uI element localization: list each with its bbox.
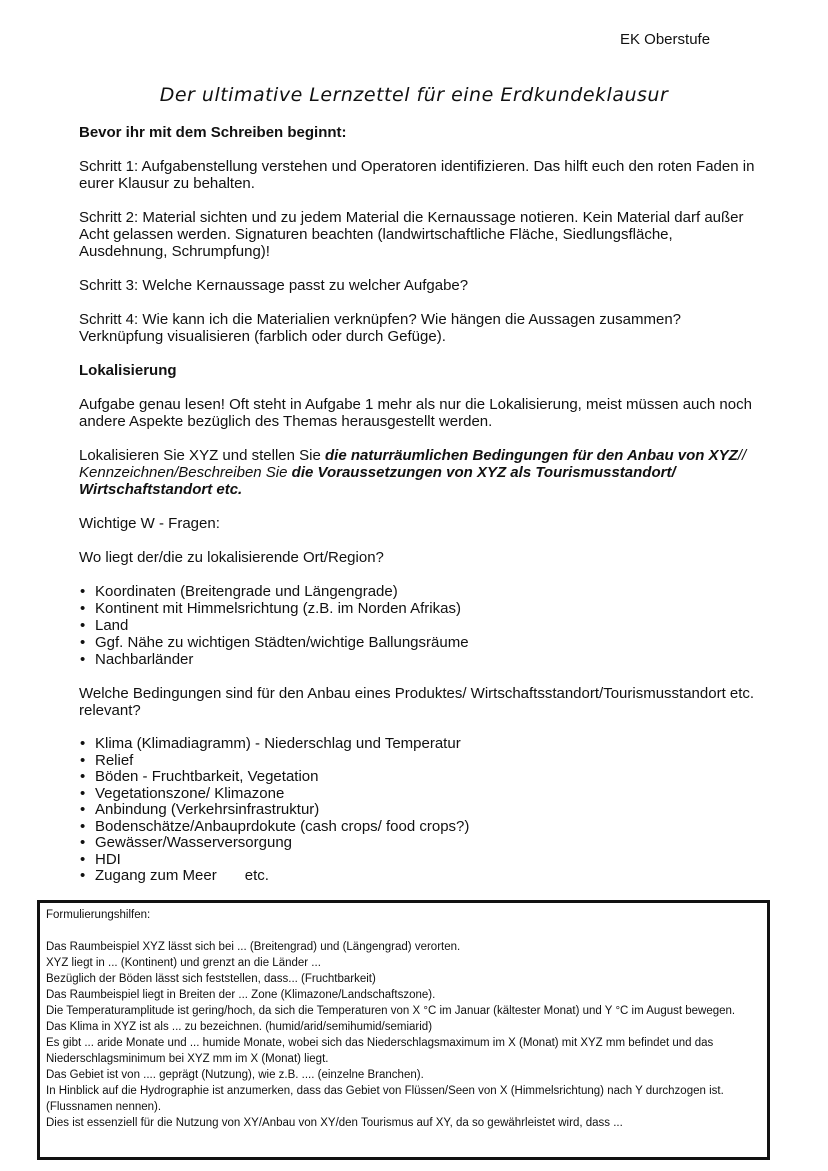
intro-heading: Bevor ihr mit dem Schreiben beginnt:: [79, 124, 347, 141]
conditions-list: [79, 736, 759, 885]
phrase-line: Bezüglich der Böden lässt sich feststellen, dass... (Fruchtbarkeit): [46, 973, 376, 985]
step-3: Schritt 3: Welche Kernaussage passt zu welcher Aufgabe?: [79, 277, 469, 294]
list-item: • Ggf. Nähe zu wichtigen Städten/wichtige Ballungsräume: [79, 634, 759, 651]
example-emphasis: die naturräumlichen Bedingungen für den Anbau von XYZ: [324, 447, 738, 464]
phrase-line: Es gibt ... aride Monate und ... humide Monate, wobei sich das Niederschlagsmaximum im X (Monat) mit XYZ mm befindet und das Niederschlagsminimum bei XYZ mm im X (Monat) liegt.: [46, 1037, 714, 1065]
example-emphasis: die Voraussetzungen von XYZ als Tourismusstandort/ Wirtschaftstandort etc.: [79, 464, 676, 498]
list-item-text: Zugang zum Meer: [95, 867, 217, 884]
phrase-line: Das Gebiet ist von .... geprägt (Nutzung), wie z.B. .... (einzelne Branchen).: [46, 1069, 424, 1081]
step-1: Schritt 1: Aufgabenstellung verstehen und Operatoren identifizieren. Das hilft euch den roten Faden in eurer Klausur zu behalten.: [79, 158, 755, 192]
list-item: • HDI: [79, 852, 759, 869]
phrase-line: Die Temperaturamplitude ist gering/hoch, da sich die Temperaturen von X °C im Januar (kältester Monat) und Y °C im August bewegen.: [46, 1005, 736, 1017]
list-item: • Land: [79, 617, 759, 634]
lokalisierung-paragraph: Aufgabe genau lesen! Oft steht in Aufgabe 1 mehr als nur die Lokalisierung, meist müssen auch noch andere Aspekte bezüglich des Themas herausgestellt werden.: [79, 396, 752, 430]
phrase-line: Dies ist essenziell für die Nutzung von XY/Anbau von XY/den Tourismus auf XY, da so gewährleistet wird, dass ...: [46, 1117, 623, 1129]
task-example: [79, 447, 759, 498]
page-title: Der ultimative Lernzettel für eine Erdkundeklausur: [159, 84, 669, 106]
section-heading-lokalisierung: Lokalisierung: [79, 362, 177, 379]
document-body: [79, 124, 759, 902]
course-label: EK Oberstufe: [620, 31, 711, 48]
list-item: • Anbindung (Verkehrsinfrastruktur): [79, 802, 759, 819]
list-item: • Relief: [79, 753, 759, 770]
list-item: • Vegetationszone/ Klimazone: [79, 786, 759, 803]
list-item: [79, 868, 759, 885]
example-text: // Kennzeichnen/Beschreiben Sie: [79, 447, 747, 481]
w-questions-label: Wichtige W - Fragen:: [79, 515, 220, 532]
location-list: [79, 583, 759, 668]
list-item: • Nachbarländer: [79, 651, 759, 668]
question-2: Welche Bedingungen sind für den Anbau eines Produktes/ Wirtschaftsstandort/Tourismusstandort etc. relevant?: [79, 685, 755, 719]
list-item: • Kontinent mit Himmelsrichtung (z.B. im Norden Afrikas): [79, 600, 759, 617]
phrase-line: In Hinblick auf die Hydrographie ist anzumerken, dass das Gebiet von Flüssen/Seen von X (Himmelsrichtung) nach Y durchzogen ist. (Flussnamen nennen).: [46, 1085, 724, 1113]
step-2: Schritt 2: Material sichten und zu jedem Material die Kernaussage notieren. Kein Material darf außer Acht gelassen werden. Signaturen beachten (landwirtschaftliche Fläche, Siedlungsfläche, Ausdehnung, Schrumpfung)!: [79, 209, 744, 260]
list-item: • Klima (Klimadiagramm) - Niederschlag und Temperatur: [79, 736, 759, 753]
example-text: Lokalisieren Sie XYZ und stellen Sie: [79, 447, 325, 464]
phrase-line: Das Raumbeispiel XYZ lässt sich bei ... (Breitengrad) und (Längengrad) verorten.: [46, 941, 461, 953]
step-4: Schritt 4: Wie kann ich die Materialien verknüpfen? Wie hängen die Aussagen zusammen? Verknüpfung visualisieren (farblich oder durch Gefüge).: [79, 311, 681, 345]
list-item: • Bodenschätze/Anbauprdokute (cash crops/ food crops?): [79, 819, 759, 836]
phrasing-help-box: [37, 900, 770, 1160]
phrase-line: XYZ liegt in ... (Kontinent) und grenzt an die Länder ...: [46, 957, 321, 969]
question-1: Wo liegt der/die zu lokalisierende Ort/Region?: [79, 549, 384, 566]
list-item: • Koordinaten (Breitengrade und Längengrade): [79, 583, 759, 600]
box-heading: Formulierungshilfen:: [46, 909, 151, 921]
list-item: • Gewässer/Wasserversorgung: [79, 835, 759, 852]
list-item-etc: etc.: [244, 867, 269, 884]
phrase-line: Das Raumbeispiel liegt in Breiten der ... Zone (Klimazone/Landschaftszone).: [46, 989, 436, 1001]
phrase-line: Das Klima in XYZ ist als ... zu bezeichnen. (humid/arid/semihumid/semiarid): [46, 1021, 433, 1033]
list-item: • Böden - Fruchtbarkeit, Vegetation: [79, 769, 759, 786]
